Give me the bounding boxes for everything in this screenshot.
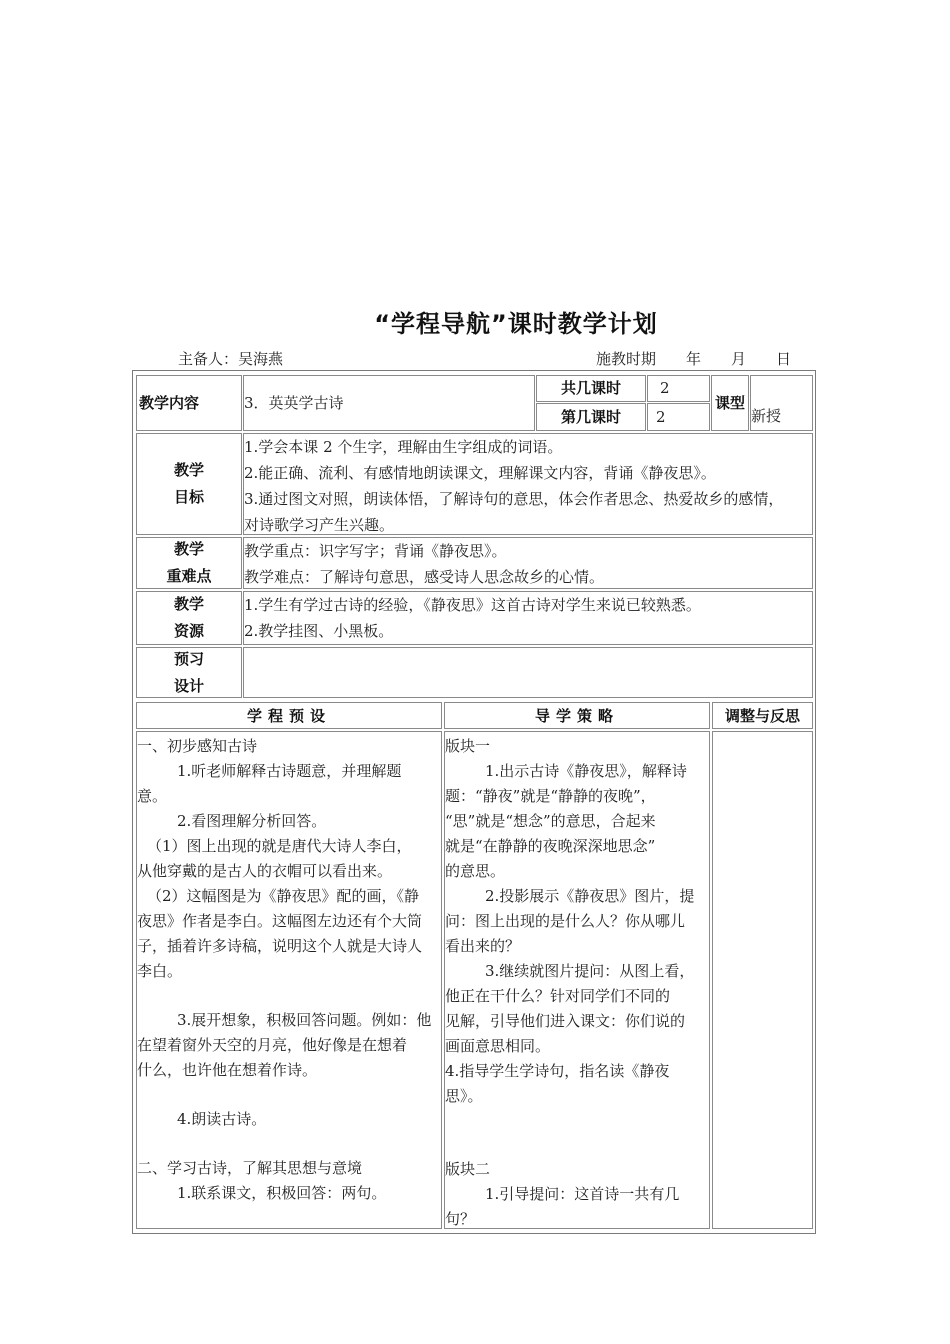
process-item: 子，插着许多诗稿，说明这个人就是大诗人 (137, 937, 423, 955)
strategy-item: 1.引导提问：这首诗一共有几 (485, 1185, 680, 1203)
goals-label-line-1: 教学 (173, 461, 204, 479)
process-item: 意。 (137, 787, 168, 805)
strategy-item: 就是“在静静的夜晚深深地思念” (445, 837, 656, 855)
strategy-item: “思”就是“想念”的意思，合起来 (445, 812, 656, 830)
process-header: 学程预设 (136, 702, 442, 729)
process-item: 在望着窗外天空的月亮，他好像是在想着 (137, 1036, 408, 1054)
resources-label-line-1: 教学 (173, 595, 204, 613)
strategy-item: 的意思。 (445, 862, 506, 880)
process-item: 从他穿戴的是古人的衣帽可以看出来。 (137, 862, 393, 880)
strategy-item: 2.投影展示《静夜思》图片，提 (485, 887, 695, 905)
resources-label-line-2: 资源 (173, 622, 204, 640)
process-item: 1.听老师解释古诗题意，并理解题 (177, 762, 402, 780)
keypoints-label (136, 537, 242, 589)
resources-label (136, 591, 242, 645)
goals-label (136, 433, 242, 535)
strategy-column (444, 731, 710, 1229)
strategy-item: 4.指导学生学诗句，指名读《静夜 (445, 1062, 670, 1080)
goal-line-2: 2.能正确、流利、有感情地朗读课文，理解课文内容，背诵《静夜思》。 (244, 464, 716, 482)
total-lessons-label: 共几课时 (536, 375, 646, 402)
current-lesson-value: 2 (647, 403, 710, 431)
process-item: 李白。 (137, 962, 183, 980)
resource-line-2: 2.教学挂图、小黑板。 (244, 622, 394, 640)
process-item: （1）图上出现的就是唐代大诗人李白， (147, 837, 412, 855)
preparer: 主备人：吴海燕 (178, 350, 284, 368)
preview-label-line-1: 预习 (173, 649, 204, 668)
goals-content (243, 433, 813, 535)
lesson-type-value: 新授 (750, 375, 813, 431)
total-lessons-value: 2 (647, 375, 710, 402)
reflection-column (712, 731, 813, 1229)
strategy-block-1: 版块一 (445, 737, 491, 755)
strategy-item: 题：“静夜”就是“静静的夜晚”， (445, 787, 656, 805)
resource-line-1: 1.学生有学过古诗的经验，《静夜思》这首古诗对学生来说已较熟悉。 (244, 596, 701, 614)
strategy-block-2: 版块二 (445, 1160, 491, 1178)
process-item: 4.朗读古诗。 (177, 1110, 267, 1128)
keypoints-label-line-2: 重难点 (166, 567, 212, 585)
keypoint-line-1: 教学重点：识字写字；背诵《静夜思》。 (244, 542, 507, 560)
goal-line-4: 对诗歌学习产生兴趣。 (244, 516, 395, 534)
process-section-2: 二、学习古诗，了解其思想与意境 (137, 1159, 363, 1177)
process-item: 什么，也许他在想着作诗。 (137, 1061, 318, 1079)
keypoint-line-2: 教学难点：了解诗句意思，感受诗人思念故乡的心情。 (244, 568, 605, 586)
process-item: （2）这幅图是为《静夜思》配的画，《静 (147, 887, 420, 905)
strategy-item: 看出来的？ (445, 937, 521, 955)
strategy-item: 3.继续就图片提问：从图上看， (485, 962, 695, 980)
strategy-item: 他正在干什么？针对同学们不同的 (445, 987, 671, 1005)
strategy-item: 句？ (445, 1210, 476, 1228)
strategy-item: 1.出示古诗《静夜思》，解释诗 (485, 762, 687, 780)
strategy-item: 思》。 (445, 1087, 483, 1105)
strategy-item: 见解，引导他们进入课文：你们说的 (445, 1012, 686, 1030)
teaching-period: 施教时期 年 月 日 (596, 350, 792, 368)
goals-label-line-2: 目标 (173, 488, 204, 506)
preview-content (243, 647, 813, 698)
current-lesson-label: 第几课时 (536, 403, 646, 431)
process-item: 1.联系课文，积极回答：两句。 (177, 1184, 387, 1202)
goal-line-3: 3.通过图文对照，朗读体悟，了解诗句的意思，体会作者思念、热爱故乡的感情， (244, 490, 784, 508)
strategy-item: 画面意思相同。 (445, 1037, 551, 1055)
resources-content (243, 591, 813, 645)
keypoints-content (243, 537, 813, 589)
lesson-type-label: 课型 (711, 375, 749, 431)
reflection-header: 调整与反思 (712, 702, 813, 729)
preview-label (136, 647, 242, 698)
goal-line-1: 1.学会本课 2 个生字，理解由生字组成的词语。 (244, 438, 563, 456)
process-column (136, 731, 442, 1229)
strategy-item: 问：图上出现的是什么人？你从哪儿 (445, 912, 686, 930)
content-label: 教学内容 (136, 375, 242, 431)
keypoints-label-line-1: 教学 (173, 540, 204, 558)
page-title: “学程导航”课时教学计划 (374, 310, 658, 338)
process-item: 3.展开想象，积极回答问题。例如：他 (177, 1011, 432, 1029)
process-item: 2.看图理解分析回答。 (177, 812, 327, 830)
process-item: 夜思》作者是李白。这幅图左边还有个大筒 (137, 912, 423, 930)
process-section-1: 一、初步感知古诗 (137, 737, 258, 755)
strategy-header: 导学策略 (444, 702, 710, 729)
preview-label-line-2: 设计 (173, 676, 204, 695)
content-value: 3．英英学古诗 (243, 375, 535, 431)
